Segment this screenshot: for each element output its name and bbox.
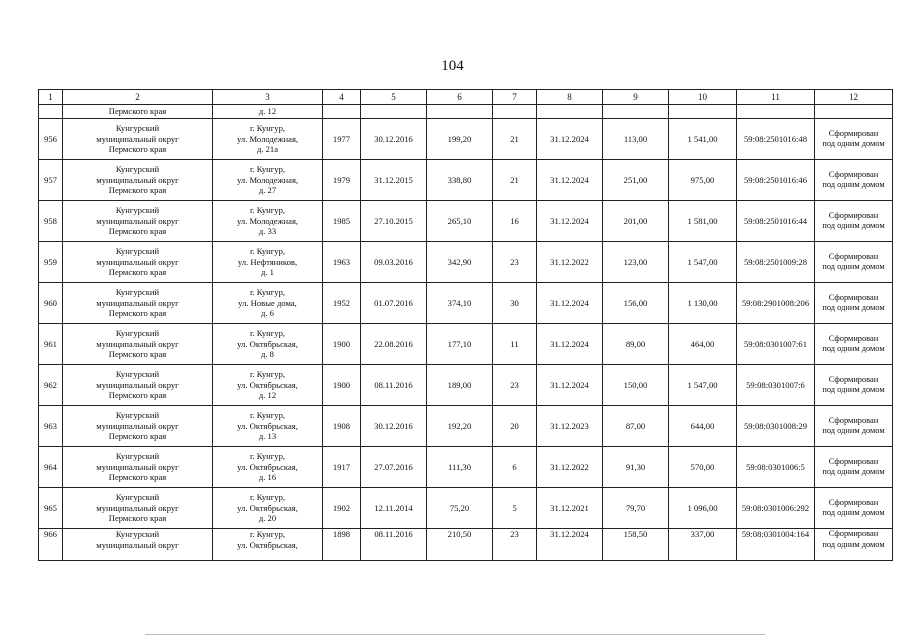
cell-address: г. Кунгур, ул. Молодежная, д. 21а <box>213 119 323 160</box>
column-header: 8 <box>537 90 603 105</box>
cell-status: Сформирован под одним домом <box>815 447 893 488</box>
cell-row-number: 957 <box>39 160 63 201</box>
cell-count: 11 <box>493 324 537 365</box>
cell-count: 16 <box>493 201 537 242</box>
cell-year: 1985 <box>323 201 361 242</box>
cell-value: 1 096,00 <box>669 488 737 529</box>
cell-row-number: 956 <box>39 119 63 160</box>
cell-date: 31.12.2024 <box>537 283 603 324</box>
cell-status: Сформирован под одним домом <box>815 529 893 561</box>
table-row <box>39 160 893 201</box>
cell-municipality: Кунгурский муниципальный округ Пермского края <box>63 324 213 365</box>
column-header: 3 <box>213 90 323 105</box>
cell-count: 30 <box>493 283 537 324</box>
cell-value: 79,70 <box>603 488 669 529</box>
cell-row-number: 966 <box>39 529 63 561</box>
cell-municipality: Кунгурский муниципальный округ Пермского края <box>63 447 213 488</box>
cell-address: г. Кунгур, ул. Молодежная, д. 33 <box>213 201 323 242</box>
cell-date: 01.07.2016 <box>361 283 427 324</box>
cell-empty <box>361 105 427 119</box>
cell-area: 111,30 <box>427 447 493 488</box>
cell-value: 1 130,00 <box>669 283 737 324</box>
cell-count: 5 <box>493 488 537 529</box>
cell-empty <box>815 105 893 119</box>
cell-empty <box>39 105 63 119</box>
cell-cadastral-number: 59:08:2901008:206 <box>737 283 815 324</box>
cell-value: 570,00 <box>669 447 737 488</box>
table-header-row <box>39 90 893 105</box>
cell-area: 210,50 <box>427 529 493 561</box>
cell-value: 156,00 <box>603 283 669 324</box>
cell-area: 75,20 <box>427 488 493 529</box>
cell-cadastral-number: 59:08:0301007:6 <box>737 365 815 406</box>
cell-cadastral-number: 59:08:0301007:61 <box>737 324 815 365</box>
cell-area: 177,10 <box>427 324 493 365</box>
cell-row-number: 962 <box>39 365 63 406</box>
cell-address: г. Кунгур, ул. Октябрьская, д. 20 <box>213 488 323 529</box>
cell-area: 189,00 <box>427 365 493 406</box>
cell-value: 87,00 <box>603 406 669 447</box>
cell-date: 31.12.2024 <box>537 365 603 406</box>
cell-value: 158,50 <box>603 529 669 561</box>
cell-value: 337,00 <box>669 529 737 561</box>
cell-cadastral-number: 59:08:2501016:46 <box>737 160 815 201</box>
cell-status: Сформирован под одним домом <box>815 283 893 324</box>
cell-date: 31.12.2023 <box>537 406 603 447</box>
cell-value: 201,00 <box>603 201 669 242</box>
cell-municipality: Кунгурский муниципальный округ Пермского края <box>63 365 213 406</box>
table-row <box>39 447 893 488</box>
cell-count: 21 <box>493 160 537 201</box>
cell-date: 08.11.2016 <box>361 529 427 561</box>
cell-row-number: 963 <box>39 406 63 447</box>
cell-value: 464,00 <box>669 324 737 365</box>
cell-count: 23 <box>493 242 537 283</box>
cell-empty <box>603 105 669 119</box>
registry-table <box>38 89 893 561</box>
cell-status: Сформирован под одним домом <box>815 324 893 365</box>
table-row <box>39 119 893 160</box>
cell-address: г. Кунгур, ул. Нефтяников, д. 1 <box>213 242 323 283</box>
column-header: 11 <box>737 90 815 105</box>
cell-date: 31.12.2022 <box>537 242 603 283</box>
table-row <box>39 406 893 447</box>
cell-empty <box>537 105 603 119</box>
cell-value: 644,00 <box>669 406 737 447</box>
cell-municipality: Кунгурский муниципальный округ Пермского края <box>63 242 213 283</box>
column-header: 7 <box>493 90 537 105</box>
column-header: 5 <box>361 90 427 105</box>
cell-date: 31.12.2024 <box>537 324 603 365</box>
cell-address: г. Кунгур, ул. Октябрьская, <box>213 529 323 561</box>
cell-date: 31.12.2024 <box>537 529 603 561</box>
cell-address: д. 12 <box>213 105 323 119</box>
cell-cadastral-number: 59:08:2501009:28 <box>737 242 815 283</box>
cell-value: 91,30 <box>603 447 669 488</box>
cell-empty <box>493 105 537 119</box>
cell-date: 31.12.2015 <box>361 160 427 201</box>
cell-status: Сформирован под одним домом <box>815 201 893 242</box>
cell-address: г. Кунгур, ул. Молодежная, д. 27 <box>213 160 323 201</box>
cell-count: 6 <box>493 447 537 488</box>
cell-status: Сформирован под одним домом <box>815 365 893 406</box>
column-header: 4 <box>323 90 361 105</box>
cell-cadastral-number: 59:08:0301006:292 <box>737 488 815 529</box>
cell-address: г. Кунгур, ул. Октябрьская, д. 16 <box>213 447 323 488</box>
cell-year: 1963 <box>323 242 361 283</box>
cell-row-number: 965 <box>39 488 63 529</box>
cell-municipality: Кунгурский муниципальный округ Пермского края <box>63 160 213 201</box>
cell-municipality: Пермского края <box>63 105 213 119</box>
cell-year: 1900 <box>323 365 361 406</box>
cell-value: 1 581,00 <box>669 201 737 242</box>
cell-row-number: 964 <box>39 447 63 488</box>
cell-empty <box>427 105 493 119</box>
cell-year: 1952 <box>323 283 361 324</box>
cell-cadastral-number: 59:08:0301004:164 <box>737 529 815 561</box>
cell-date: 31.12.2021 <box>537 488 603 529</box>
cell-cadastral-number: 59:08:0301006:5 <box>737 447 815 488</box>
cell-year: 1900 <box>323 324 361 365</box>
cell-empty <box>323 105 361 119</box>
cell-value: 251,00 <box>603 160 669 201</box>
cell-year: 1917 <box>323 447 361 488</box>
table-row <box>39 365 893 406</box>
table-row <box>39 283 893 324</box>
page-number: 104 <box>441 58 464 74</box>
cell-status: Сформирован под одним домом <box>815 488 893 529</box>
cell-address: г. Кунгур, ул. Октябрьская, д. 12 <box>213 365 323 406</box>
cell-date: 27.07.2016 <box>361 447 427 488</box>
table-row <box>39 201 893 242</box>
column-header: 2 <box>63 90 213 105</box>
cell-value: 113,00 <box>603 119 669 160</box>
cell-municipality: Кунгурский муниципальный округ <box>63 529 213 561</box>
cell-count: 21 <box>493 119 537 160</box>
cell-cadastral-number: 59:08:2501016:48 <box>737 119 815 160</box>
cell-year: 1979 <box>323 160 361 201</box>
cell-value: 1 547,00 <box>669 365 737 406</box>
cell-count: 20 <box>493 406 537 447</box>
column-header: 9 <box>603 90 669 105</box>
cell-date: 30.12.2016 <box>361 119 427 160</box>
table-row <box>39 488 893 529</box>
column-header: 10 <box>669 90 737 105</box>
cell-empty <box>737 105 815 119</box>
cell-date: 31.12.2024 <box>537 160 603 201</box>
cell-year: 1908 <box>323 406 361 447</box>
cell-empty <box>669 105 737 119</box>
cell-year: 1977 <box>323 119 361 160</box>
cell-address: г. Кунгур, ул. Октябрьская, д. 13 <box>213 406 323 447</box>
cell-date: 31.12.2024 <box>537 201 603 242</box>
cell-row-number: 960 <box>39 283 63 324</box>
cell-status: Сформирован под одним домом <box>815 119 893 160</box>
table-row-continuation <box>39 105 893 119</box>
cell-municipality: Кунгурский муниципальный округ Пермского края <box>63 283 213 324</box>
cell-area: 374,10 <box>427 283 493 324</box>
cell-row-number: 958 <box>39 201 63 242</box>
cell-date: 09.03.2016 <box>361 242 427 283</box>
cell-year: 1898 <box>323 529 361 561</box>
cell-address: г. Кунгур, ул. Октябрьская, д. 8 <box>213 324 323 365</box>
cell-value: 89,00 <box>603 324 669 365</box>
cell-status: Сформирован под одним домом <box>815 242 893 283</box>
cell-count: 23 <box>493 529 537 561</box>
cell-row-number: 959 <box>39 242 63 283</box>
cell-municipality: Кунгурский муниципальный округ Пермского края <box>63 488 213 529</box>
table-row <box>39 529 893 561</box>
cell-value: 1 547,00 <box>669 242 737 283</box>
cell-value: 150,00 <box>603 365 669 406</box>
cell-address: г. Кунгур, ул. Новые дома, д. 6 <box>213 283 323 324</box>
scan-edge-line <box>145 634 765 635</box>
cell-area: 342,90 <box>427 242 493 283</box>
column-header: 6 <box>427 90 493 105</box>
cell-date: 27.10.2015 <box>361 201 427 242</box>
cell-row-number: 961 <box>39 324 63 365</box>
cell-municipality: Кунгурский муниципальный округ Пермского края <box>63 201 213 242</box>
cell-cadastral-number: 59:08:0301008:29 <box>737 406 815 447</box>
cell-date: 31.12.2022 <box>537 447 603 488</box>
cell-value: 975,00 <box>669 160 737 201</box>
cell-value: 123,00 <box>603 242 669 283</box>
column-header: 1 <box>39 90 63 105</box>
cell-date: 31.12.2024 <box>537 119 603 160</box>
cell-area: 338,80 <box>427 160 493 201</box>
column-header: 12 <box>815 90 893 105</box>
cell-value: 1 541,00 <box>669 119 737 160</box>
cell-count: 23 <box>493 365 537 406</box>
table-row <box>39 324 893 365</box>
cell-cadastral-number: 59:08:2501016:44 <box>737 201 815 242</box>
cell-municipality: Кунгурский муниципальный округ Пермского края <box>63 406 213 447</box>
table-row <box>39 242 893 283</box>
cell-area: 265,10 <box>427 201 493 242</box>
cell-area: 192,20 <box>427 406 493 447</box>
cell-date: 22.08.2016 <box>361 324 427 365</box>
cell-status: Сформирован под одним домом <box>815 406 893 447</box>
cell-date: 12.11.2014 <box>361 488 427 529</box>
cell-municipality: Кунгурский муниципальный округ Пермского края <box>63 119 213 160</box>
cell-date: 30.12.2016 <box>361 406 427 447</box>
cell-year: 1902 <box>323 488 361 529</box>
cell-area: 199,20 <box>427 119 493 160</box>
cell-status: Сформирован под одним домом <box>815 160 893 201</box>
cell-date: 08.11.2016 <box>361 365 427 406</box>
